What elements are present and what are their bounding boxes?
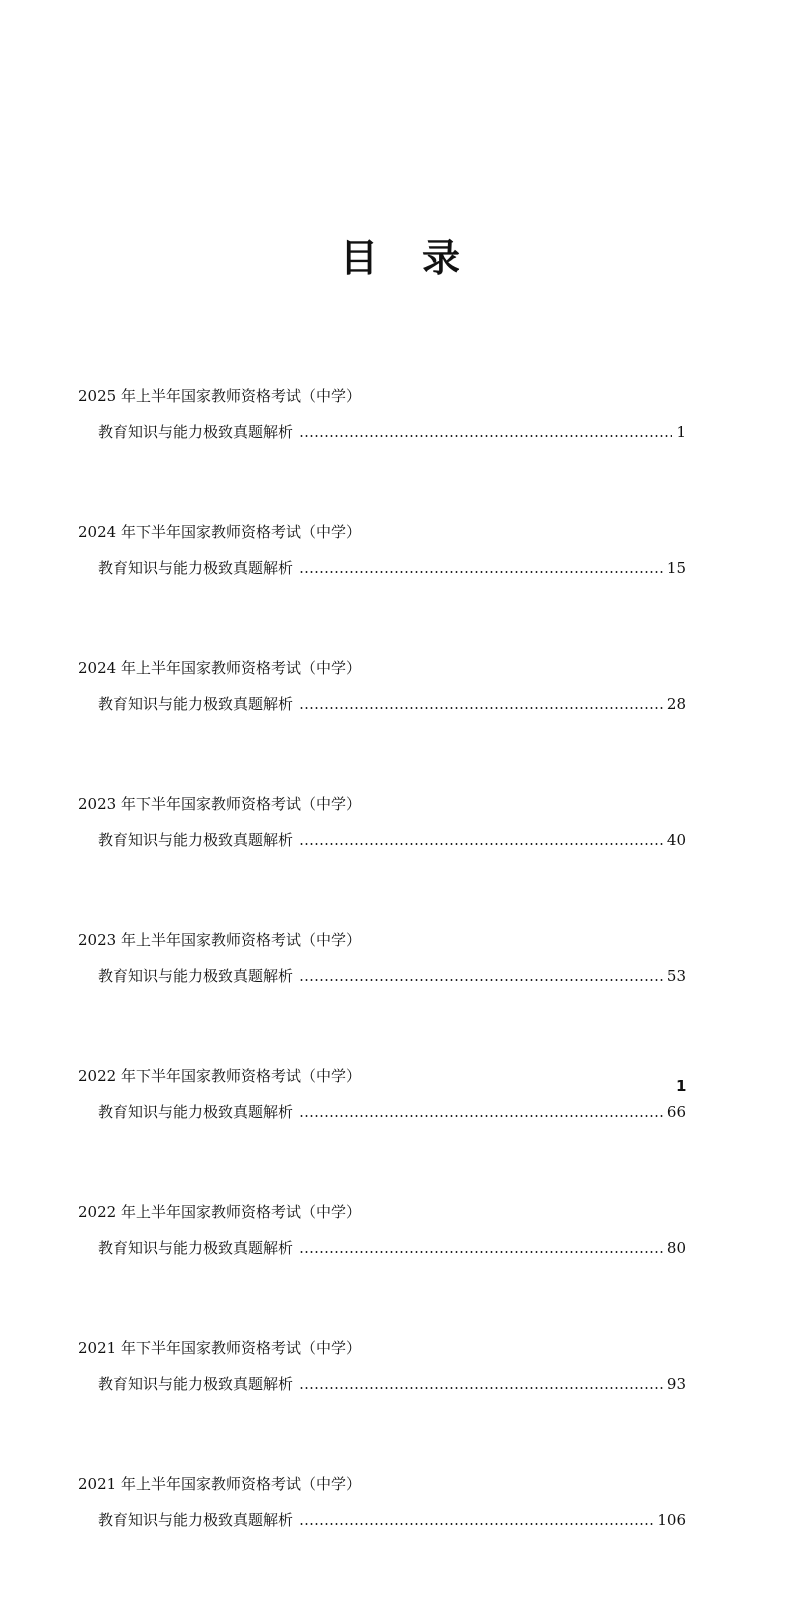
exam-title: 2022 年下半年国家教师资格考试（中学） (78, 1067, 361, 1085)
dot-leader (299, 1523, 653, 1525)
table-of-contents (78, 383, 686, 1607)
page-reference: 28 (666, 695, 686, 713)
page-number: 1 (676, 1077, 687, 1095)
toc-line[interactable] (98, 1507, 686, 1533)
exam-title: 2023 年下半年国家教师资格考试（中学） (78, 795, 361, 813)
subtitle: 教育知识与能力极致真题解析 (98, 831, 294, 849)
subtitle: 教育知识与能力极致真题解析 (98, 559, 294, 577)
subtitle: 教育知识与能力极致真题解析 (98, 423, 294, 441)
exam-title: 2021 年下半年国家教师资格考试（中学） (78, 1339, 361, 1357)
page-title: 目录 (339, 236, 504, 280)
toc-line[interactable] (98, 827, 686, 853)
toc-entry (78, 927, 686, 1063)
toc-entry (78, 1471, 686, 1607)
page-reference: 106 (657, 1511, 686, 1529)
toc-line[interactable] (98, 1235, 686, 1261)
subtitle: 教育知识与能力极致真题解析 (98, 1239, 294, 1257)
toc-entry (78, 655, 686, 791)
dot-leader (299, 1115, 663, 1117)
dot-leader (299, 979, 663, 981)
page-reference: 93 (666, 1375, 686, 1393)
subtitle: 教育知识与能力极致真题解析 (98, 967, 294, 985)
subtitle: 教育知识与能力极致真题解析 (98, 1375, 294, 1393)
toc-line[interactable] (98, 1371, 686, 1397)
toc-line[interactable] (98, 419, 686, 445)
dot-leader (299, 843, 663, 845)
dot-leader (299, 571, 663, 573)
exam-title: 2023 年上半年国家教师资格考试（中学） (78, 931, 361, 949)
toc-entry (78, 1063, 686, 1199)
toc-entry (78, 383, 686, 519)
exam-title: 2025 年上半年国家教师资格考试（中学） (78, 387, 361, 405)
toc-entry (78, 1335, 686, 1471)
dot-leader (299, 1251, 663, 1253)
subtitle: 教育知识与能力极致真题解析 (98, 695, 294, 713)
toc-line[interactable] (98, 691, 686, 717)
page-reference: 53 (666, 967, 686, 985)
dot-leader (299, 707, 663, 709)
exam-title: 2021 年上半年国家教师资格考试（中学） (78, 1475, 361, 1493)
subtitle: 教育知识与能力极致真题解析 (98, 1103, 294, 1121)
dot-leader (299, 435, 672, 437)
toc-line[interactable] (98, 1099, 686, 1125)
toc-line[interactable] (98, 555, 686, 581)
subtitle: 教育知识与能力极致真题解析 (98, 1511, 294, 1529)
toc-entry (78, 519, 686, 655)
exam-title: 2022 年上半年国家教师资格考试（中学） (78, 1203, 361, 1221)
toc-entry (78, 1199, 686, 1335)
toc-line[interactable] (98, 963, 686, 989)
toc-entry (78, 791, 686, 927)
page-reference: 66 (666, 1103, 686, 1121)
page-reference: 15 (666, 559, 686, 577)
exam-title: 2024 年上半年国家教师资格考试（中学） (78, 659, 361, 677)
dot-leader (299, 1387, 663, 1389)
exam-title: 2024 年下半年国家教师资格考试（中学） (78, 523, 361, 541)
page-reference: 80 (666, 1239, 686, 1257)
page-reference: 40 (666, 831, 686, 849)
page-reference: 1 (676, 423, 686, 441)
